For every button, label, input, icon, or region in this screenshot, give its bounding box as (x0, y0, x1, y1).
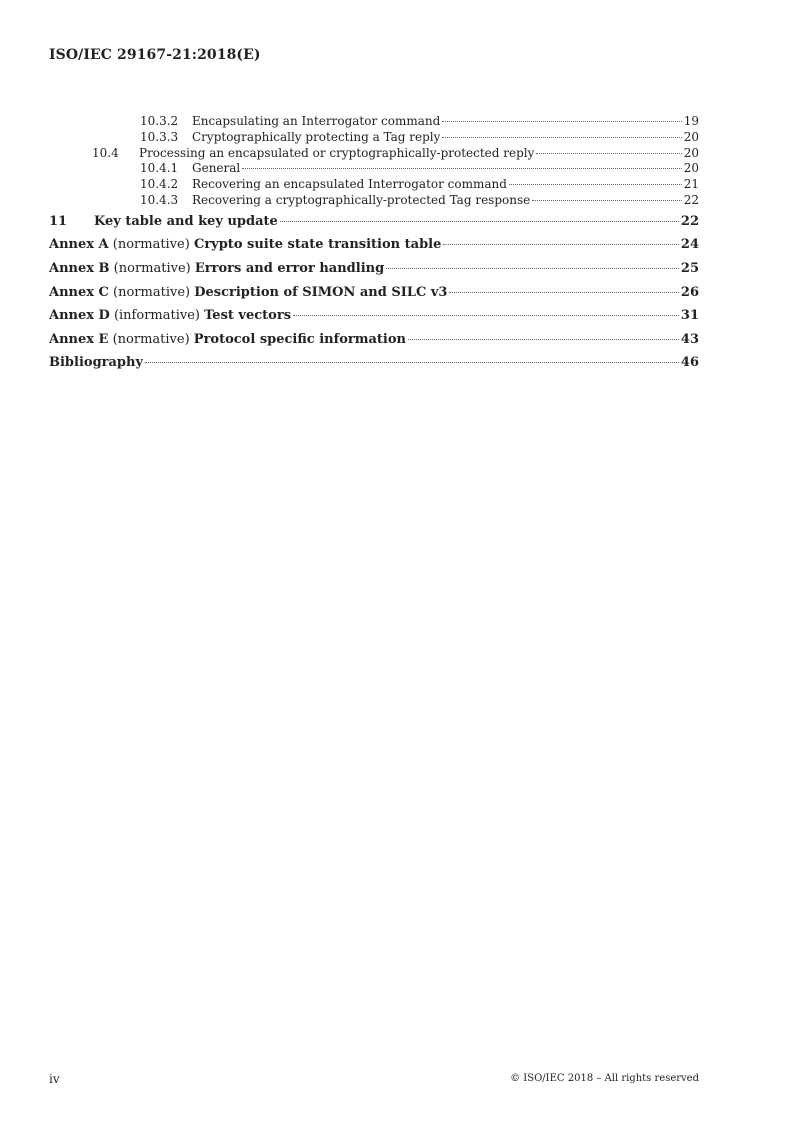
toc-entry-page: 46 (680, 355, 699, 371)
toc-entry-title: Encapsulating an Interrogator command (192, 114, 441, 128)
toc-entry-number: 10.3.2 (140, 114, 179, 128)
toc-entry-page: 21 (683, 177, 699, 192)
annex-prefix: Annex B (49, 260, 110, 276)
toc-entry-10-4-3[interactable] (49, 193, 699, 209)
toc-entry-number: 10.4.3 (140, 192, 179, 207)
toc-entry-10-4-2[interactable] (49, 177, 699, 193)
dot-leader (280, 221, 679, 222)
toc-entry-10-3-3[interactable] (49, 130, 699, 146)
toc-entry-title: Recovering an encapsulated Interrogator command (192, 177, 507, 192)
toc-entry-bibliography[interactable] (49, 351, 699, 375)
toc-entry-number: 11 (49, 213, 68, 229)
dot-leader (443, 244, 679, 245)
toc-entry-title: Key table and key update (94, 213, 278, 229)
toc-entry-title: Errors and error handling (194, 260, 385, 276)
toc-entry-page: 43 (680, 331, 699, 347)
toc-entry-title: Protocol specific information (193, 331, 406, 347)
table-of-contents (49, 114, 699, 375)
toc-entry-page: 22 (680, 213, 699, 229)
dot-leader (449, 292, 678, 293)
toc-entry-title: Recovering a cryptographically-protected Tag response (192, 192, 531, 207)
annex-prefix: Annex A (49, 237, 109, 253)
dot-leader (536, 153, 681, 154)
toc-entry-title: Processing an encapsulated or cryptographically-protected reply (139, 145, 535, 160)
annex-prefix: Annex E (49, 331, 109, 347)
toc-entry-page: 20 (683, 129, 699, 144)
dot-leader (442, 121, 681, 122)
dot-leader (442, 137, 681, 138)
toc-entry-title: Crypto suite state transition table (193, 237, 442, 253)
toc-entry-annex-a[interactable] (49, 233, 699, 257)
annex-qualifier: (normative) (112, 331, 190, 347)
dot-leader (386, 268, 679, 269)
dot-leader (509, 184, 682, 185)
dot-leader (293, 315, 679, 316)
toc-entry-page: 24 (680, 237, 699, 253)
toc-entry-title: Description of SIMON and SILC v3 (194, 284, 448, 300)
toc-entry-title: Bibliography (49, 355, 144, 371)
toc-entry-title: Cryptographically protecting a Tag reply (192, 129, 441, 144)
toc-entry-page: 31 (680, 308, 699, 324)
dot-leader (408, 339, 679, 340)
toc-entry-11[interactable] (49, 210, 699, 234)
toc-entry-annex-d[interactable] (49, 304, 699, 328)
annex-qualifier: (informative) (113, 308, 200, 324)
toc-entry-page: 20 (683, 145, 699, 160)
document-id-header: ISO/IEC 29167-21:2018(E) (49, 47, 261, 63)
toc-entry-page: 26 (680, 284, 699, 300)
toc-entry-10-3-2[interactable] (49, 114, 699, 130)
page-number: iv (49, 1072, 60, 1086)
toc-entry-number: 10.3.3 (140, 129, 179, 144)
annex-qualifier: (normative) (112, 237, 190, 253)
dot-leader (145, 362, 679, 363)
annex-qualifier: (normative) (113, 260, 191, 276)
toc-entry-number: 10.4 (92, 145, 119, 160)
dot-leader (532, 200, 681, 201)
toc-entry-number: 10.4.1 (140, 161, 179, 176)
toc-entry-page: 25 (680, 260, 699, 276)
toc-entry-10-4[interactable] (49, 146, 699, 162)
toc-entry-annex-c[interactable] (49, 281, 699, 305)
toc-entry-page: 19 (683, 114, 699, 128)
annex-qualifier: (normative) (113, 284, 191, 300)
toc-entry-page: 20 (683, 161, 699, 176)
toc-entry-annex-b[interactable] (49, 257, 699, 281)
annex-prefix: Annex D (49, 308, 110, 324)
toc-entry-title: General (192, 161, 241, 176)
annex-prefix: Annex C (49, 284, 109, 300)
toc-entry-number: 10.4.2 (140, 177, 179, 192)
toc-entry-10-4-1[interactable] (49, 161, 699, 177)
dot-leader (242, 168, 681, 169)
toc-entry-annex-e[interactable] (49, 328, 699, 352)
toc-entry-page: 22 (683, 192, 699, 207)
toc-entry-title: Test vectors (204, 308, 292, 324)
copyright-notice: © ISO/IEC 2018 – All rights reserved (510, 1073, 699, 1084)
